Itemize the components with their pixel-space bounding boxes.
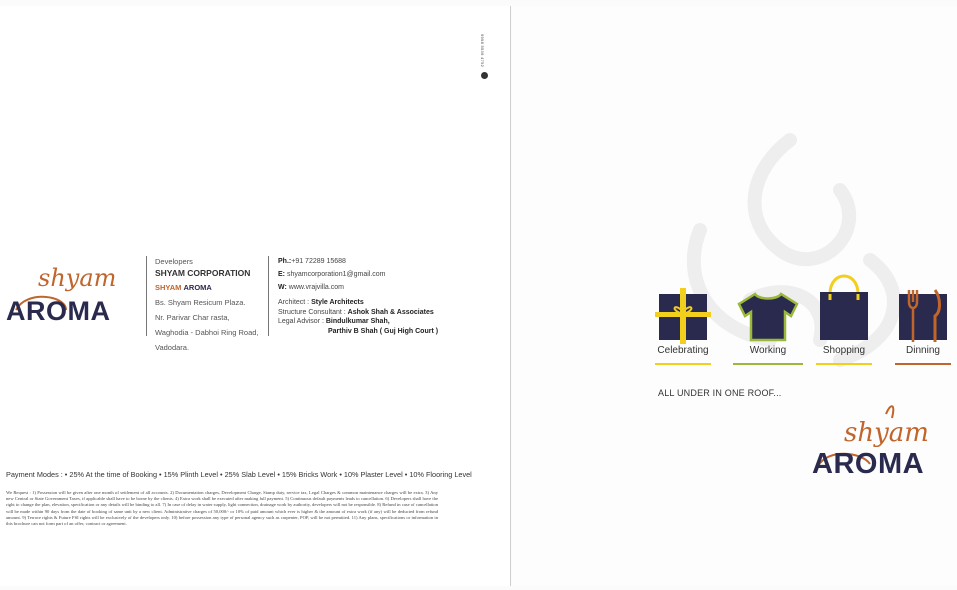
logo-word-text: AROMA: [6, 296, 111, 326]
tagline: ALL UNDER IN ONE ROOF...: [658, 388, 782, 398]
side-phone-badge: [480, 34, 488, 80]
developer-company: SHYAM CORPORATION: [155, 267, 251, 278]
feature-shopping: [816, 274, 872, 368]
feature-label: Dinning: [906, 345, 940, 356]
developer-heading: Developers: [155, 257, 193, 266]
tshirt-icon: [733, 288, 803, 344]
legal-line: [278, 317, 438, 327]
divider-1: [146, 256, 147, 336]
legal-value-2: Parthiv B Shah ( Guj High Court ): [328, 327, 439, 335]
logo-word-text: AROMA: [812, 448, 925, 480]
phone-line: [278, 256, 386, 267]
project-brand-aroma: AROMA: [183, 283, 212, 292]
feature-celebrating: [655, 288, 711, 368]
address-line: Nr. Parivar Char rasta,: [155, 312, 230, 322]
feature-label: Working: [749, 345, 787, 356]
fork-knife-icon: [895, 288, 951, 344]
feature-underline: [655, 363, 711, 365]
logo-script-text: shyam: [38, 264, 117, 292]
consultants-info: [278, 298, 438, 336]
feature-dinning: [895, 288, 951, 368]
feature-label: Shopping: [822, 345, 866, 356]
feature-label: Celebrating: [657, 345, 709, 356]
architect-label: Architect :: [278, 299, 310, 306]
address-line: Waghodia - Dabhoi Ring Road,: [155, 327, 259, 337]
project-brand: [155, 282, 259, 294]
side-phone-text: 9998 5536 4792: [480, 34, 485, 68]
brand-logo-right: [812, 404, 952, 484]
contact-info: [278, 256, 386, 293]
developer-info: [155, 256, 259, 353]
feature-working: [733, 288, 803, 368]
structure-line: [278, 308, 438, 318]
legal-line-2: [278, 327, 438, 337]
gift-icon: [655, 288, 711, 344]
structure-label: Structure Consultant :: [278, 308, 346, 316]
structure-value: Ashok Shah & Associates: [347, 308, 434, 316]
web-label: W:: [278, 284, 287, 291]
feature-underline: [733, 363, 803, 365]
payment-modes: Payment Modes : • 25% At the time of Booking • 15% Plinth Level • 25% Slab Level • 15% Bricks Work • 10% Plaster Level • 10% Flooring Level: [6, 470, 472, 479]
email-value: shyamcorporation1@gmail.com: [286, 271, 386, 278]
address-line: Bs. Shyam Resicum Plaza.: [155, 297, 246, 307]
phone-label: Ph.:: [278, 258, 292, 265]
project-brand-shyam: SHYAM: [155, 283, 182, 292]
brand-logo-left: [6, 264, 141, 335]
address-line: Vadodara.: [155, 342, 190, 352]
divider-2: [268, 256, 269, 336]
feature-underline: [895, 363, 951, 365]
logo-script-text: shyam: [844, 418, 929, 448]
legal-value-1: Bindulkumar Shah,: [325, 318, 390, 325]
shopping-bag-icon: [816, 274, 872, 344]
email-line: [278, 269, 386, 280]
web-value: www.vrajvilla.com: [288, 284, 344, 291]
email-label: E:: [278, 271, 285, 278]
phone-icon: [481, 72, 488, 79]
disclaimer-text: We Request : 1) Possession will be given after one month of settlement of all accounts. 2) Documentation charges, Development Charge, Stamp duty, service tax, Legal Charges & common maintenance charges will be extra. 3) Any new Central or State Government Taxes, if applicable shall have to be borne by the clients. 4) Extra work shall be executed after making full payment. 5) Continuous default payments leads to cancellation. 6) Developers shall have the right to change the plan, elevation, specification or any details will be binding to all. 7) In case of delay in water supply, light connection, drainage work by authority, developers will not be responsible. 8) Refund in case of cancellation will be made within 90 days from the date of booking of same unit by a new client. Administrative charges of 50,000/- or 10% of paid amount which ever is higher & the amount of extra work (if any) will be deducted from refund amount. 9) Terrace rights & Future FSI rights will be exclusively of the developers only. 10) before possession any type of personal agency such as carpenter, POP, will be not permitted. 11) Any plans, specifications or information in this brochure can not form part of an offer, contract or agreement.: [6, 490, 438, 527]
feature-underline: [816, 363, 872, 365]
architect-value: Style Architects: [311, 299, 364, 306]
web-line: [278, 282, 386, 293]
architect-line: [278, 298, 438, 308]
legal-label: Legal Advisor :: [278, 318, 324, 325]
phone-value: +91 72289 15688: [291, 258, 346, 265]
